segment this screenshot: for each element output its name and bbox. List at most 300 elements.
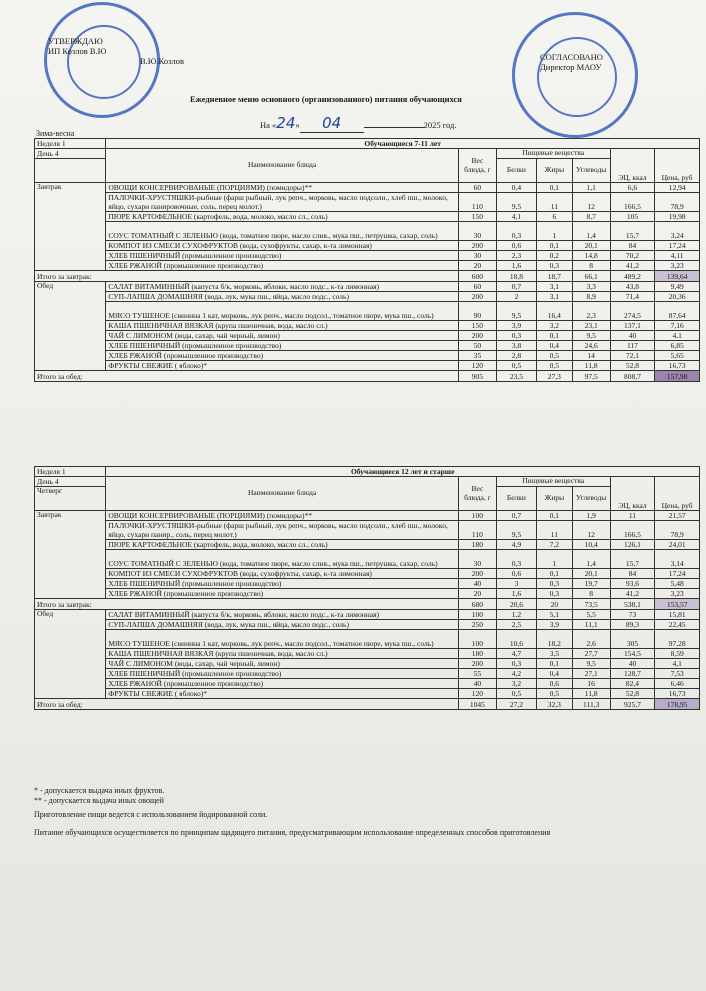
dish-price: 20,36	[655, 292, 700, 302]
dish-name: ЧАЙ С ЛИМОНОМ (вода, сахар, чай черный, лимон)	[106, 659, 459, 669]
dish-carbs: 27,1	[572, 669, 610, 679]
dish-price: 97,28	[655, 630, 700, 649]
age-group-title: Обучающиеся 12 лет и старше	[106, 467, 700, 477]
dish-row	[35, 659, 700, 669]
dish-energy: 305	[610, 630, 655, 649]
approval-signature: В.Ю.Козлов	[140, 56, 185, 66]
week-label: Неделя 1	[35, 467, 106, 477]
total-carbs: 66,1	[572, 271, 610, 282]
dish-price: 24,01	[655, 540, 700, 550]
dish-price: 3,14	[655, 550, 700, 569]
dish-price: 15,81	[655, 610, 700, 620]
dish-energy: 73	[610, 610, 655, 620]
dish-fat: 11	[537, 521, 573, 540]
note-fruit: * - допускается выдача иных фруктов.	[34, 786, 165, 795]
dish-carbs: 16	[572, 679, 610, 689]
dish-weight: 60	[458, 282, 496, 292]
dish-energy: 71,4	[610, 292, 655, 302]
meal-breakfast-label: Завтрак	[35, 183, 106, 271]
date-month: 04	[300, 114, 364, 133]
dish-energy: 166,5	[610, 521, 655, 540]
dish-weight: 40	[458, 679, 496, 689]
price-header: Цена, руб	[655, 149, 700, 183]
dish-name-header: Наименование блюда	[106, 477, 459, 511]
dish-energy: 84	[610, 241, 655, 251]
dish-fat: 0,5	[537, 689, 573, 699]
dish-energy: 126,1	[610, 540, 655, 550]
dish-energy: 11	[610, 511, 655, 521]
dish-fat: 0,6	[537, 679, 573, 689]
fat-header: Жиры	[537, 487, 573, 511]
dish-energy: 52,8	[610, 361, 655, 371]
dish-protein: 0,3	[496, 659, 536, 669]
approval-line2: ИП Козлов В.Ю	[48, 46, 107, 56]
dish-weight: 180	[458, 649, 496, 659]
dish-weight: 250	[458, 620, 496, 630]
total-row	[35, 599, 700, 610]
dish-row	[35, 630, 700, 649]
dish-price: 8,59	[655, 649, 700, 659]
dish-name: ХЛЕБ ПШЕНИЧНЫЙ (промышленное производство)	[106, 669, 459, 679]
dish-name: ПЮРЕ КАРТОФЕЛЬНОЕ (картофель, вода, молоко, масло сл., соль)	[106, 540, 459, 550]
dish-row	[35, 689, 700, 699]
day-label: День 4	[35, 149, 106, 159]
dish-row	[35, 222, 700, 241]
dish-fat: 0,3	[537, 579, 573, 589]
energy-header: ЭЦ, ккал	[610, 149, 655, 183]
dish-name: ПАЛОЧКИ-ХРУСТЯШКИ-рыбные (фарш рыбный, лук репч., морковь, масло подсолн., хлеб пш., молоко, яйцо, сухари панировочные, соль, перец молот.)	[106, 193, 459, 212]
dish-fat: 3,9	[537, 620, 573, 630]
menu-table-7-11	[34, 138, 700, 382]
dish-weight: 150	[458, 321, 496, 331]
dish-price: 7,16	[655, 321, 700, 331]
dish-weight: 100	[458, 630, 496, 649]
dish-fat: 0,4	[537, 341, 573, 351]
total-carbs: 73,5	[572, 599, 610, 610]
fat-header: Жиры	[537, 159, 573, 183]
menu-table-12-plus	[34, 466, 700, 710]
dish-weight: 200	[458, 569, 496, 579]
total-label: Итого за завтрак:	[35, 599, 459, 610]
dish-weight: 60	[458, 183, 496, 193]
dish-name: ФРУКТЫ СВЕЖИЕ ( яблоко)*	[106, 689, 459, 699]
dish-weight: 50	[458, 341, 496, 351]
dish-energy: 82,4	[610, 679, 655, 689]
dish-protein: 3	[496, 579, 536, 589]
weight-header: Вес блюда, г	[458, 149, 496, 183]
dish-row	[35, 261, 700, 271]
total-energy: 808,7	[610, 371, 655, 382]
dish-carbs: 11,1	[572, 620, 610, 630]
dish-fat: 0,1	[537, 183, 573, 193]
dish-fat: 0,2	[537, 251, 573, 261]
dish-name: ХЛЕБ РЖАНОЙ (промышленное производство)	[106, 351, 459, 361]
dish-row	[35, 669, 700, 679]
note-diet: Питание обучающихся осуществляется по принципам щадящего питания, предусматривающим использование определенных способов приготовления	[34, 828, 551, 837]
footnotes	[34, 786, 550, 838]
meal-breakfast-label: Завтрак	[35, 511, 106, 599]
dish-energy: 84	[610, 569, 655, 579]
dish-fat: 7,2	[537, 540, 573, 550]
dish-fat: 0,1	[537, 659, 573, 669]
date-year: 2025 год.	[423, 120, 457, 130]
total-row	[35, 271, 700, 282]
dish-name: ОВОЩИ КОНСЕРВИРОВАНЫЕ (ПОРЦИЯМИ) (помидоры)**	[106, 511, 459, 521]
dish-row	[35, 282, 700, 292]
dish-fat: 0,4	[537, 669, 573, 679]
dish-fat: 3,2	[537, 321, 573, 331]
dish-carbs: 12	[572, 521, 610, 540]
meal-lunch-label: Обед	[35, 282, 106, 371]
approval-block	[48, 36, 184, 66]
dish-carbs: 12	[572, 193, 610, 212]
dish-energy: 274,5	[610, 302, 655, 321]
dish-name: ПЮРЕ КАРТОФЕЛЬНОЕ (картофель, вода, молоко, масло сл., соль)	[106, 212, 459, 222]
total-protein: 18,8	[496, 271, 536, 282]
dish-protein: 0,5	[496, 689, 536, 699]
dish-protein: 0,4	[496, 183, 536, 193]
dish-price: 21,57	[655, 511, 700, 521]
dish-protein: 0,3	[496, 331, 536, 341]
dish-weight: 200	[458, 659, 496, 669]
dish-fat: 0,3	[537, 261, 573, 271]
dish-protein: 0,3	[496, 550, 536, 569]
dish-weight: 35	[458, 351, 496, 361]
dish-row	[35, 550, 700, 569]
dish-row	[35, 620, 700, 630]
dish-row	[35, 589, 700, 599]
dish-carbs: 23,1	[572, 321, 610, 331]
dish-price: 78,9	[655, 193, 700, 212]
dish-price: 3,23	[655, 589, 700, 599]
dish-carbs: 3,3	[572, 282, 610, 292]
total-row	[35, 371, 700, 382]
dish-carbs: 20,1	[572, 569, 610, 579]
dish-energy: 105	[610, 212, 655, 222]
nutrients-header: Пищевые вещества	[496, 149, 610, 159]
energy-header: ЭЦ, ккал	[610, 477, 655, 511]
total-energy: 925,7	[610, 699, 655, 710]
dish-carbs: 14,8	[572, 251, 610, 261]
dish-name: ХЛЕБ ПШЕНИЧНЫЙ (промышленное производство)	[106, 579, 459, 589]
total-weight: 600	[458, 271, 496, 282]
dish-name: КОМПОТ ИЗ СМЕСИ СУХОФРУКТОВ (вода, сухофрукты, сахар, к-та лимонная)	[106, 569, 459, 579]
protein-header: Белки	[496, 159, 536, 183]
dish-row	[35, 540, 700, 550]
dish-row	[35, 302, 700, 321]
dish-protein: 2,3	[496, 251, 536, 261]
dish-protein: 0,3	[496, 222, 536, 241]
dish-price: 4,11	[655, 251, 700, 261]
dish-weight: 200	[458, 331, 496, 341]
dish-carbs: 11,8	[572, 361, 610, 371]
dish-energy: 72,1	[610, 351, 655, 361]
dish-protein: 9,5	[496, 302, 536, 321]
total-weight: 680	[458, 599, 496, 610]
dish-price: 19,98	[655, 212, 700, 222]
dish-energy: 6,6	[610, 183, 655, 193]
note-vegetables: ** - допускается выдача иных овощей	[34, 796, 164, 805]
approval-line1: УТВЕРЖДАЮ	[48, 36, 103, 46]
dish-protein: 9,5	[496, 193, 536, 212]
dish-fat: 0,5	[537, 361, 573, 371]
dish-weight: 110	[458, 521, 496, 540]
dish-protein: 3,8	[496, 341, 536, 351]
dish-carbs: 5,5	[572, 610, 610, 620]
carbs-header: Углеводы	[572, 487, 610, 511]
dish-price: 4,1	[655, 331, 700, 341]
dish-carbs: 1,9	[572, 511, 610, 521]
dish-weight: 100	[458, 511, 496, 521]
dish-weight: 120	[458, 689, 496, 699]
dish-price: 6,85	[655, 341, 700, 351]
dish-name: ХЛЕБ ПШЕНИЧНЫЙ (промышленное производство)	[106, 251, 459, 261]
dish-energy: 89,3	[610, 620, 655, 630]
dish-weight: 20	[458, 261, 496, 271]
menu-date	[260, 114, 457, 133]
meal-lunch-label: Обед	[35, 610, 106, 699]
dish-energy: 40	[610, 659, 655, 669]
dish-name: ХЛЕБ ПШЕНИЧНЫЙ (промышленное производство)	[106, 341, 459, 351]
dish-protein: 0,6	[496, 241, 536, 251]
agreement-block	[540, 52, 603, 72]
total-energy: 538,1	[610, 599, 655, 610]
week-label: Неделя 1	[35, 139, 106, 149]
dish-name: ХЛЕБ РЖАНОЙ (промышленное производство)	[106, 679, 459, 689]
agreement-line1: СОГЛАСОВАНО	[540, 52, 603, 62]
total-fat: 32,3	[537, 699, 573, 710]
dish-carbs: 9,5	[572, 659, 610, 669]
dish-carbs: 24,6	[572, 341, 610, 351]
dish-energy: 117	[610, 341, 655, 351]
dish-fat: 0,1	[537, 569, 573, 579]
dish-energy: 154,5	[610, 649, 655, 659]
dish-name: САЛАТ ВИТАМИННЫЙ (капуста б/к, морковь, яблоки, масло подс., к-та лимонная)	[106, 610, 459, 620]
dish-price: 22,45	[655, 620, 700, 630]
dish-weight: 55	[458, 669, 496, 679]
dish-energy: 41,2	[610, 589, 655, 599]
dish-energy: 128,7	[610, 669, 655, 679]
dish-fat: 16,4	[537, 302, 573, 321]
dish-name: ПАЛОЧКИ-ХРУСТЯШКИ-рыбные (фарш рыбный, лук репч., морковь, масло подсолн., хлеб пш., молоко, яйцо, сухари панир., соль, перец молот.)	[106, 521, 459, 540]
dish-carbs: 11,8	[572, 689, 610, 699]
dish-name-header: Наименование блюда	[106, 149, 459, 183]
dish-carbs: 8	[572, 261, 610, 271]
dish-fat: 1	[537, 222, 573, 241]
dish-carbs: 19,7	[572, 579, 610, 589]
dish-carbs: 27,7	[572, 649, 610, 659]
dish-row	[35, 679, 700, 689]
date-day: 24	[276, 114, 296, 132]
dish-row	[35, 649, 700, 659]
total-price: 157,98	[655, 371, 700, 382]
dish-row	[35, 579, 700, 589]
dish-protein: 1,6	[496, 589, 536, 599]
total-fat: 18,7	[537, 271, 573, 282]
total-carbs: 97,5	[572, 371, 610, 382]
dish-carbs: 8	[572, 589, 610, 599]
dish-energy: 43,8	[610, 282, 655, 292]
dish-weight: 90	[458, 302, 496, 321]
dish-fat: 0,1	[537, 241, 573, 251]
dish-carbs: 1,1	[572, 183, 610, 193]
dish-energy: 52,8	[610, 689, 655, 699]
dish-price: 17,24	[655, 241, 700, 251]
dish-weight: 110	[458, 193, 496, 212]
dish-weight: 200	[458, 241, 496, 251]
dish-carbs: 14	[572, 351, 610, 361]
agreement-line2: Директор МАОУ	[540, 62, 602, 72]
dish-energy: 15,7	[610, 222, 655, 241]
dish-energy: 137,1	[610, 321, 655, 331]
dish-fat: 18,2	[537, 630, 573, 649]
total-label: Итого за завтрак:	[35, 271, 459, 282]
dish-row	[35, 193, 700, 212]
dish-carbs: 1,4	[572, 550, 610, 569]
dish-energy: 93,6	[610, 579, 655, 589]
dish-name: КАША ПШЕНИЧНАЯ ВЯЗКАЯ (крупа пшеничная, вода, масло сл.)	[106, 649, 459, 659]
dish-row	[35, 212, 700, 222]
dish-price: 78,9	[655, 521, 700, 540]
dish-weight: 30	[458, 550, 496, 569]
dish-carbs: 8,9	[572, 292, 610, 302]
dish-weight: 30	[458, 222, 496, 241]
dish-weight: 100	[458, 610, 496, 620]
dish-weight: 200	[458, 292, 496, 302]
dish-name: ХЛЕБ РЖАНОЙ (промышленное производство)	[106, 261, 459, 271]
date-mid: »	[295, 120, 300, 130]
dish-energy: 166,5	[610, 193, 655, 212]
dish-price: 5,65	[655, 351, 700, 361]
dish-name: СОУС ТОМАТНЫЙ С ЗЕЛЕНЬЮ (вода, томатное пюре, масло слив., мука пш., петрушка, сахар, соль)	[106, 550, 459, 569]
dish-carbs: 2,3	[572, 302, 610, 321]
total-protein: 27,2	[496, 699, 536, 710]
dish-price: 7,53	[655, 669, 700, 679]
total-label: Итого за обед:	[35, 371, 459, 382]
dish-protein: 2	[496, 292, 536, 302]
dish-fat: 1	[537, 550, 573, 569]
dish-price: 16,73	[655, 361, 700, 371]
dish-name: МЯСО ТУШЕНОЕ (свинина 1 кат, морковь, лук репч., масло подсол., томатное пюре, мука пш., соль)	[106, 302, 459, 321]
dish-row	[35, 511, 700, 521]
day-label: День 4	[35, 477, 106, 487]
dish-weight: 20	[458, 589, 496, 599]
dish-name: СУП-ЛАПША ДОМАШНЯЯ (вода, лук, мука пш., яйца, масло подс., соль)	[106, 292, 459, 302]
dish-protein: 0,7	[496, 282, 536, 292]
carbs-header: Углеводы	[572, 159, 610, 183]
dish-row	[35, 521, 700, 540]
dish-price: 4,1	[655, 659, 700, 669]
dish-protein: 9,5	[496, 521, 536, 540]
dish-energy: 70,2	[610, 251, 655, 261]
dish-protein: 3,9	[496, 321, 536, 331]
dish-price: 16,73	[655, 689, 700, 699]
menu-title: Ежедневное меню основного (организованного) питания обучающихся	[190, 94, 462, 104]
dish-fat: 6	[537, 212, 573, 222]
dish-protein: 4,9	[496, 540, 536, 550]
dish-row	[35, 183, 700, 193]
dish-energy: 41,2	[610, 261, 655, 271]
weekday-label: Четверг	[35, 487, 106, 511]
dish-protein: 0,5	[496, 361, 536, 371]
dish-name: СОУС ТОМАТНЫЙ С ЗЕЛЕНЬЮ (вода, томатное пюре, масло слив., мука пш., петрушка, сахар, соль)	[106, 222, 459, 241]
dish-fat: 11	[537, 193, 573, 212]
note-salt: Приготовление пищи ведется с использованием йодированной соли.	[34, 810, 268, 819]
weekday-label	[35, 159, 106, 183]
dish-fat: 5,1	[537, 610, 573, 620]
weight-header: Вес блюда, г	[458, 477, 496, 511]
dish-carbs: 20,1	[572, 241, 610, 251]
dish-carbs: 8,7	[572, 212, 610, 222]
dish-row	[35, 569, 700, 579]
dish-protein: 1,2	[496, 610, 536, 620]
dish-protein: 3,2	[496, 679, 536, 689]
season-label: Зима-весна	[36, 129, 75, 138]
total-protein: 23,5	[496, 371, 536, 382]
protein-header: Белки	[496, 487, 536, 511]
dish-weight: 180	[458, 540, 496, 550]
dish-row	[35, 241, 700, 251]
dish-name: КАША ПШЕНИЧНАЯ ВЯЗКАЯ (крупа пшеничная, вода, масло сл.)	[106, 321, 459, 331]
dish-energy: 15,7	[610, 550, 655, 569]
dish-protein: 4,7	[496, 649, 536, 659]
dish-fat: 3,5	[537, 649, 573, 659]
dish-name: ФРУКТЫ СВЕЖИЕ ( яблоко)*	[106, 361, 459, 371]
dish-weight: 40	[458, 579, 496, 589]
dish-price: 3,23	[655, 261, 700, 271]
dish-price: 6,46	[655, 679, 700, 689]
total-price: 153,57	[655, 599, 700, 610]
dish-price: 17,24	[655, 569, 700, 579]
dish-protein: 2,5	[496, 620, 536, 630]
date-prefix: На «	[260, 120, 277, 130]
dish-fat: 0,3	[537, 589, 573, 599]
dish-carbs: 1,4	[572, 222, 610, 241]
dish-protein: 4,2	[496, 669, 536, 679]
dish-protein: 0,6	[496, 569, 536, 579]
dish-name: ЧАЙ С ЛИМОНОМ (вода, сахар, чай черный, лимон)	[106, 331, 459, 341]
price-header: Цена, руб	[655, 477, 700, 511]
dish-fat: 0,1	[537, 331, 573, 341]
dish-carbs: 2,6	[572, 630, 610, 649]
total-weight: 905	[458, 371, 496, 382]
dish-weight: 30	[458, 251, 496, 261]
dish-protein: 1,6	[496, 261, 536, 271]
dish-row	[35, 351, 700, 361]
dish-row	[35, 610, 700, 620]
age-group-title: Обучающиеся 7-11 лет	[106, 139, 700, 149]
dish-price: 5,48	[655, 579, 700, 589]
total-row	[35, 699, 700, 710]
dish-weight: 120	[458, 361, 496, 371]
dish-name: ХЛЕБ РЖАНОЙ (промышленное производство)	[106, 589, 459, 599]
dish-row	[35, 292, 700, 302]
dish-price: 9,49	[655, 282, 700, 292]
dish-protein: 2,8	[496, 351, 536, 361]
dish-name: МЯСО ТУШЕНОЕ (свинина 1 кат, морковь, лук репч., масло подсол., томатное пюре, мука пш., соль)	[106, 630, 459, 649]
total-energy: 489,2	[610, 271, 655, 282]
total-fat: 20	[537, 599, 573, 610]
total-price: 178,95	[655, 699, 700, 710]
dish-row	[35, 341, 700, 351]
dish-protein: 4,1	[496, 212, 536, 222]
dish-row	[35, 361, 700, 371]
dish-energy: 40	[610, 331, 655, 341]
dish-fat: 0,5	[537, 351, 573, 361]
total-label: Итого за обед:	[35, 699, 459, 710]
dish-protein: 10,6	[496, 630, 536, 649]
dish-fat: 0,1	[537, 511, 573, 521]
